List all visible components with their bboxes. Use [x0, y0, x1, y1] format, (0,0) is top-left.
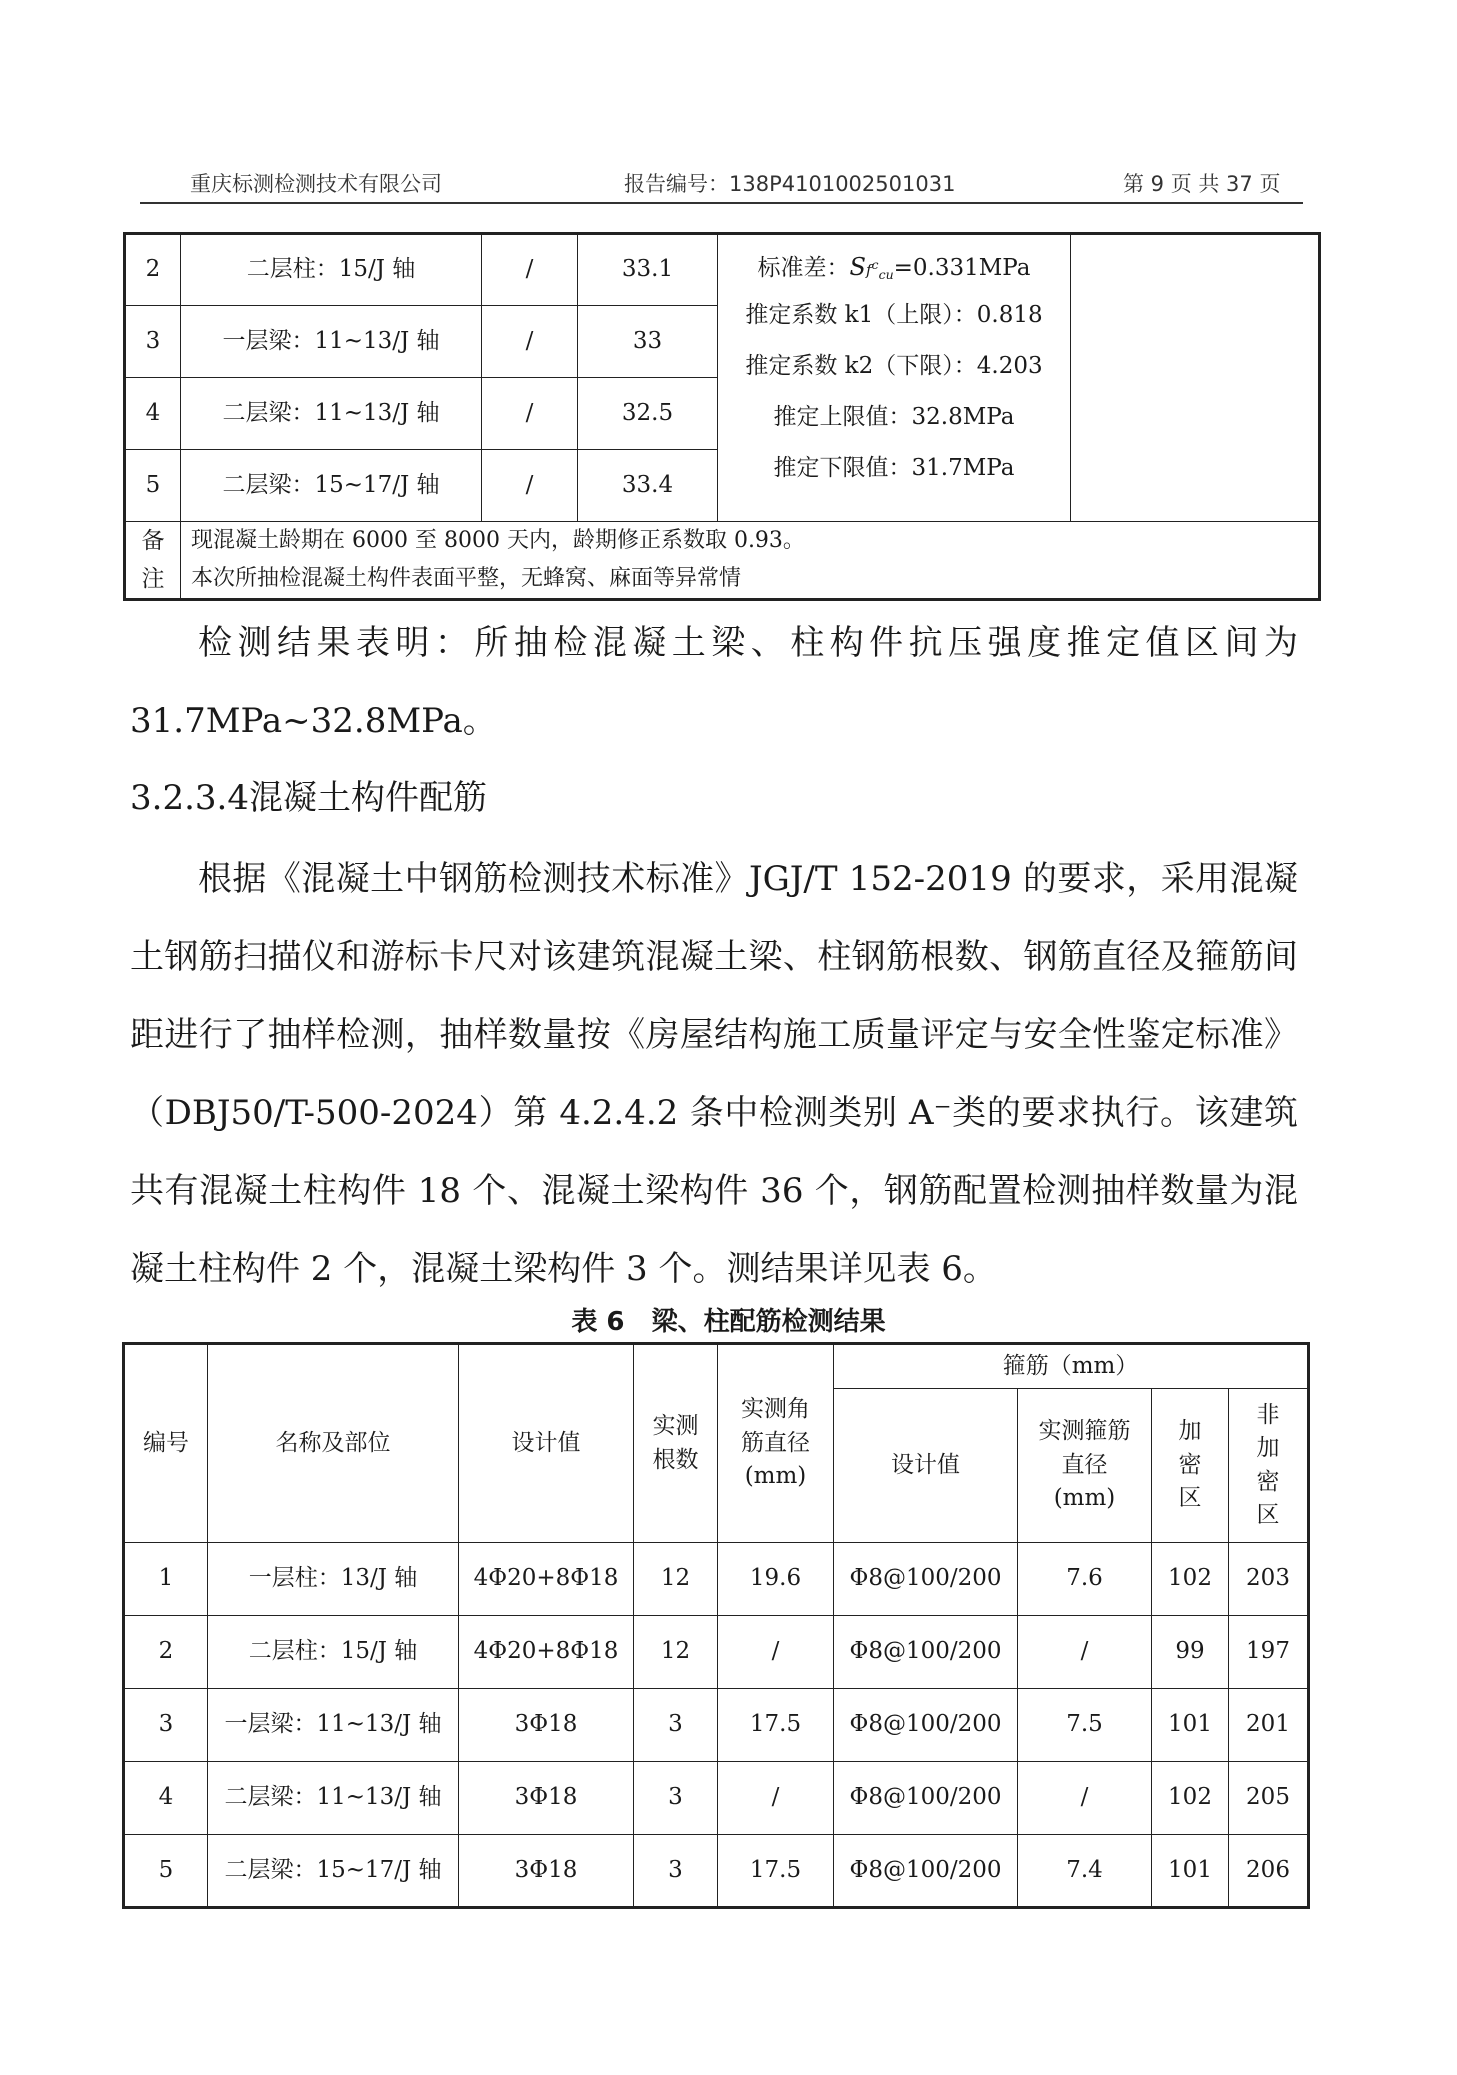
cell-corner-diameter: /	[718, 1616, 834, 1689]
cell-nondense: 197	[1229, 1616, 1309, 1689]
cell-design: 3Φ18	[459, 1762, 634, 1835]
cell-count: 12	[634, 1543, 718, 1616]
cell-dense: 102	[1152, 1543, 1229, 1616]
row-value: 32.5	[578, 378, 718, 450]
row-number: 2	[125, 234, 181, 306]
remarks-row	[125, 522, 1320, 600]
std-dev-label: 标准差：	[757, 255, 850, 281]
table-row	[124, 1543, 1309, 1616]
row-number: 3	[125, 306, 181, 378]
empty-cell	[1071, 234, 1320, 522]
cell-design: 3Φ18	[459, 1689, 634, 1762]
method-paragraph: 根据《混凝土中钢筋检测技术标准》JGJ/T 152-2019 的要求，采用混凝土钢筋扫描仪和游标卡尺对该建筑混凝土梁、柱钢筋根数、钢筋直径及箍筋间距进行了抽样检测，抽样数量按《房屋结构施工质量评定与安全性鉴定标准》（DBJ50/T-500-2024）第 4.2.4.2 条中检测类别 A⁻类的要求执行。该建筑共有混凝土柱构件 18 个、混凝土梁构件 36 个，钢筋配置检测抽样数量为混凝土柱构件 2 个，混凝土梁构件 3 个。测结果详见表 6。	[130, 859, 1298, 1289]
table-row	[124, 1762, 1309, 1835]
header-report-number: 报告编号：138P4101002501031	[624, 172, 956, 196]
cell-corner-diameter: 19.6	[718, 1543, 834, 1616]
header-count: 实测 根数	[634, 1344, 718, 1543]
remark-line-2: 本次所抽检混凝土构件表面平整，无蜂窝、麻面等异常情	[191, 566, 742, 591]
cell-nondense: 206	[1229, 1835, 1309, 1908]
k1-line: 推定系数 k1（上限）：0.818	[745, 302, 1043, 328]
row-col3: /	[482, 306, 578, 378]
row-col3: /	[482, 378, 578, 450]
lower-limit-line: 推定下限值：31.7MPa	[773, 455, 1015, 481]
row-location: 二层柱：15/J 轴	[181, 234, 482, 306]
header-stirrup-diameter: 实测箍筋 直径 (mm)	[1018, 1389, 1152, 1543]
cell-location: 一层柱：13/J 轴	[208, 1543, 459, 1616]
table-row	[124, 1689, 1309, 1762]
cell-count: 3	[634, 1762, 718, 1835]
header-company: 重庆标测检测技术有限公司	[190, 172, 442, 196]
k2-line: 推定系数 k2（下限）：4.203	[745, 353, 1043, 379]
cell-no: 2	[124, 1616, 208, 1689]
cell-dense: 101	[1152, 1835, 1229, 1908]
cell-no: 3	[124, 1689, 208, 1762]
row-value: 33.4	[578, 450, 718, 522]
row-location: 二层梁：15~17/J 轴	[181, 450, 482, 522]
strength-table	[123, 232, 1321, 601]
header-dense-zone: 加 密 区	[1152, 1389, 1229, 1543]
cell-location: 二层柱：15/J 轴	[208, 1616, 459, 1689]
header-location: 名称及部位	[208, 1344, 459, 1543]
cell-stirrup-design: Φ8@100/200	[834, 1689, 1018, 1762]
conclusion-paragraph: 检测结果表明：所抽检混凝土梁、柱构件抗压强度推定值区间为31.7MPa~32.8MPa。	[130, 623, 1298, 741]
cell-dense: 99	[1152, 1616, 1229, 1689]
cell-stirrup-diameter: /	[1018, 1762, 1152, 1835]
remark-line-1: 现混凝土龄期在 6000 至 8000 天内，龄期修正系数取 0.93。	[191, 528, 805, 553]
header-no: 编号	[124, 1344, 208, 1543]
header-row	[124, 1344, 1309, 1389]
header-stirrup-group: 箍筋（mm）	[834, 1344, 1309, 1389]
cell-dense: 101	[1152, 1689, 1229, 1762]
remarks-label: 备 注	[125, 522, 181, 600]
cell-design: 4Φ20+8Φ18	[459, 1616, 634, 1689]
upper-limit-line: 推定上限值：32.8MPa	[773, 404, 1015, 430]
reinforcement-table	[122, 1342, 1310, 1909]
cell-no: 5	[124, 1835, 208, 1908]
table-row	[125, 234, 1320, 306]
cell-count: 3	[634, 1835, 718, 1908]
row-number: 5	[125, 450, 181, 522]
cell-corner-diameter: 17.5	[718, 1689, 834, 1762]
header-nondense-zone: 非 加 密 区	[1229, 1389, 1309, 1543]
cell-corner-diameter: 17.5	[718, 1835, 834, 1908]
header-stirrup-design: 设计值	[834, 1389, 1018, 1543]
remarks-text	[181, 522, 1320, 600]
cell-location: 一层梁：11~13/J 轴	[208, 1689, 459, 1762]
table-caption: 表 6 梁、柱配筋检测结果	[571, 1307, 886, 1337]
cell-location: 二层梁：11~13/J 轴	[208, 1762, 459, 1835]
row-location: 二层梁：11~13/J 轴	[181, 378, 482, 450]
table-row	[124, 1616, 1309, 1689]
row-value: 33	[578, 306, 718, 378]
cell-design: 4Φ20+8Φ18	[459, 1543, 634, 1616]
row-col3: /	[482, 234, 578, 306]
header-divider	[140, 202, 1303, 204]
cell-count: 12	[634, 1616, 718, 1689]
cell-nondense: 201	[1229, 1689, 1309, 1762]
cell-stirrup-design: Φ8@100/200	[834, 1835, 1018, 1908]
cell-design: 3Φ18	[459, 1835, 634, 1908]
row-col3: /	[482, 450, 578, 522]
table-row	[124, 1835, 1309, 1908]
header-design: 设计值	[459, 1344, 634, 1543]
cell-count: 3	[634, 1689, 718, 1762]
std-dev-value: =0.331MPa	[893, 255, 1031, 281]
std-dev-line	[718, 239, 1070, 290]
cell-stirrup-diameter: 7.5	[1018, 1689, 1152, 1762]
row-location: 一层梁：11~13/J 轴	[181, 306, 482, 378]
cell-stirrup-design: Φ8@100/200	[834, 1616, 1018, 1689]
cell-no: 4	[124, 1762, 208, 1835]
row-number: 4	[125, 378, 181, 450]
row-value: 33.1	[578, 234, 718, 306]
std-dev-symbol: $Sf^c_{cu}$	[849, 253, 894, 282]
cell-no: 1	[124, 1543, 208, 1616]
cell-nondense: 203	[1229, 1543, 1309, 1616]
header-corner-diameter: 实测角 筋直径 (mm)	[718, 1344, 834, 1543]
cell-stirrup-diameter: 7.6	[1018, 1543, 1152, 1616]
cell-stirrup-diameter: /	[1018, 1616, 1152, 1689]
cell-dense: 102	[1152, 1762, 1229, 1835]
header-page-info: 第 9 页 共 37 页	[1123, 172, 1281, 196]
cell-corner-diameter: /	[718, 1762, 834, 1835]
cell-stirrup-design: Φ8@100/200	[834, 1543, 1018, 1616]
statistics-cell	[718, 234, 1071, 522]
cell-stirrup-design: Φ8@100/200	[834, 1762, 1018, 1835]
cell-location: 二层梁：15~17/J 轴	[208, 1835, 459, 1908]
cell-stirrup-diameter: 7.4	[1018, 1835, 1152, 1908]
section-heading: 3.2.3.4混凝土构件配筋	[130, 778, 487, 818]
cell-nondense: 205	[1229, 1762, 1309, 1835]
